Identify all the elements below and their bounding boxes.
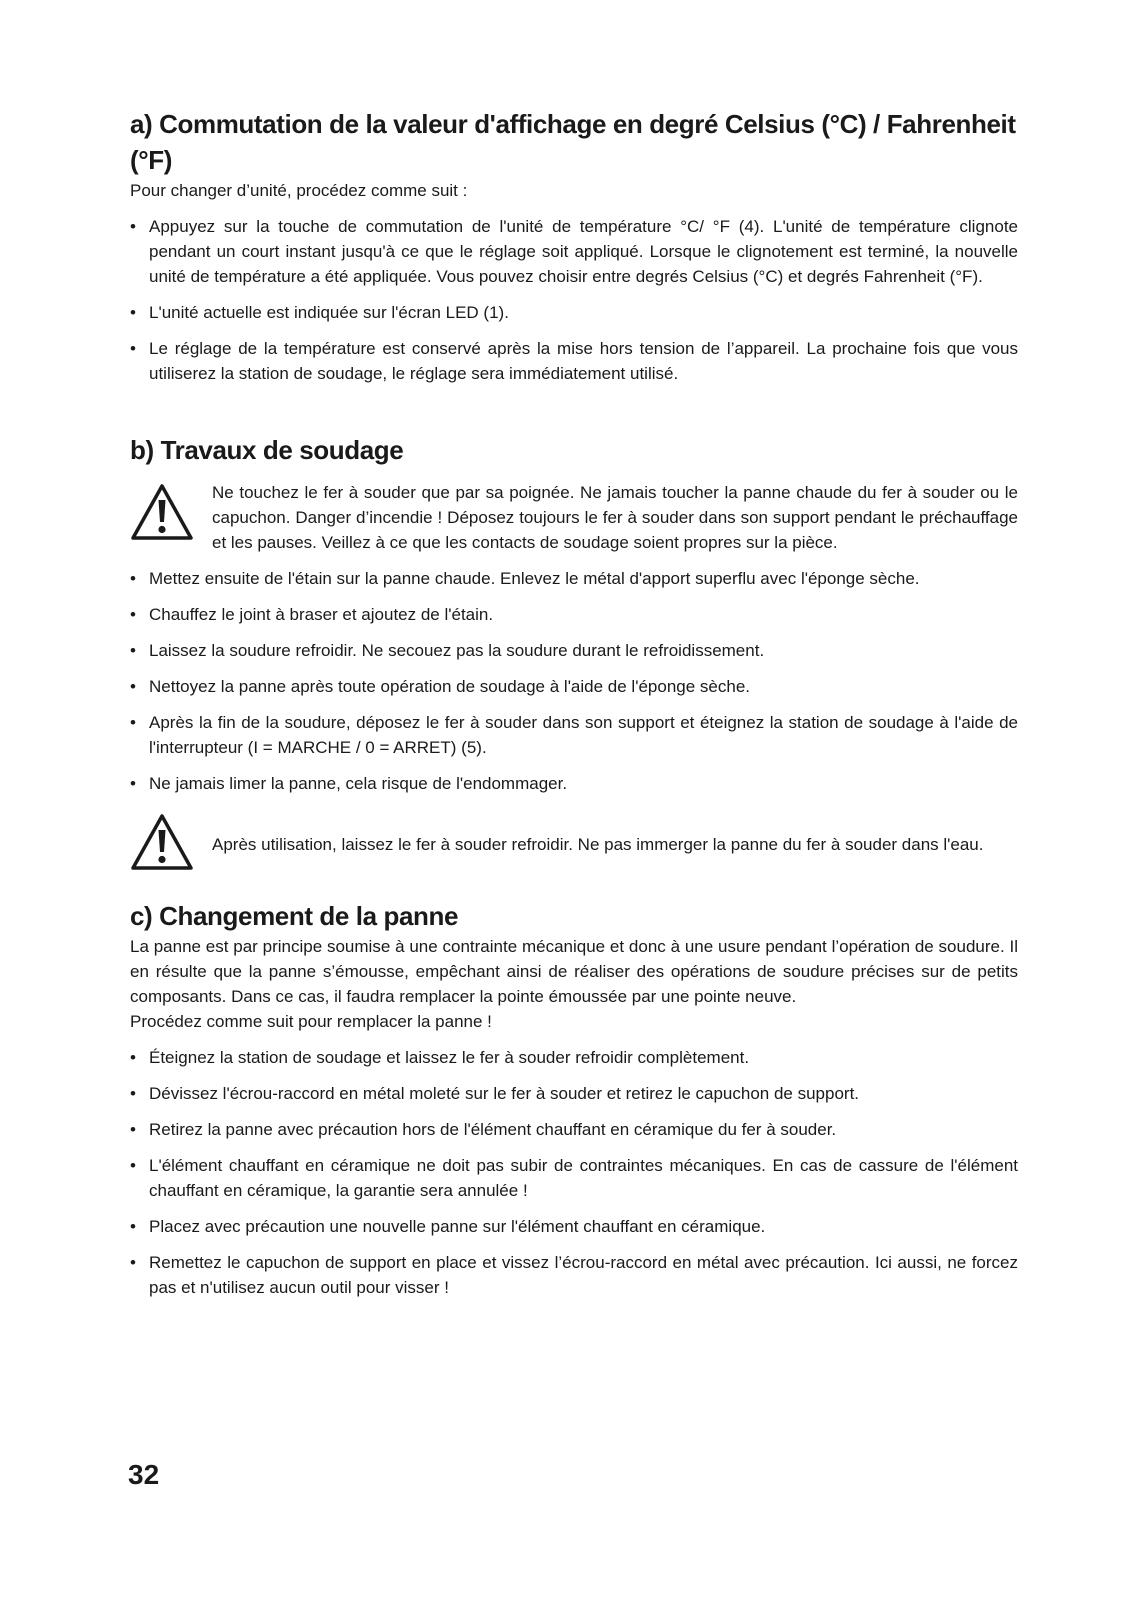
section-c-intro: Procédez comme suit pour remplacer la panne ! [130,1012,492,1031]
section-c-list [130,1045,1018,1300]
warning-text: Après utilisation, laissez le fer à souder refroidir. Ne pas immerger la panne du fer à souder dans l'eau. [212,834,984,854]
section-a-list [130,214,1018,386]
list-item: • Après la fin de la soudure, déposez le fer à souder dans son support et éteignez la station de soudage à l'aide de l'interrupteur (I = MARCHE / 0 = ARRET) (5). [130,710,1018,760]
list-item: • Le réglage de la température est conservé après la mise hors tension de l’appareil. La prochaine fois que vous utiliserez la station de soudage, le réglage sera immédiatement utilisé. [130,336,1018,386]
list-item: • Laissez la soudure refroidir. Ne secouez pas la soudure durant le refroidissement. [130,638,1018,663]
list-item: • Remettez le capuchon de support en place et vissez l’écrou-raccord en métal avec précaution. Ici aussi, ne forcez pas et n'utilisez aucun outil pour visser ! [130,1250,1018,1300]
list-item: • Placez avec précaution une nouvelle panne sur l'élément chauffant en céramique. [130,1214,1018,1239]
warning-triangle-icon [130,482,194,542]
list-item: • Nettoyez la panne après toute opération de soudage à l'aide de l'éponge sèche. [130,674,1018,699]
section-a-intro: Pour changer d’unité, procédez comme suit : [130,181,468,200]
list-item: • Éteignez la station de soudage et laissez le fer à souder refroidir complètement. [130,1045,1018,1070]
warning-triangle-icon [130,812,194,872]
section-c [130,898,1018,1300]
list-item: • Chauffez le joint à braser et ajoutez de l'étain. [130,602,1018,627]
list-item: • Ne jamais limer la panne, cela risque de l'endommager. [130,771,1018,796]
list-item: • L'élément chauffant en céramique ne doit pas subir de contraintes mécaniques. En cas de cassure de l'élément chauffant en céramique, la garantie sera annulée ! [130,1153,1018,1203]
list-item: • Mettez ensuite de l'étain sur la panne chaude. Enlevez le métal d'apport superflu avec l'éponge sèche. [130,566,1018,591]
warning-notice [130,480,1018,555]
section-a [130,106,1018,386]
section-b [130,432,1018,876]
list-item: • Appuyez sur la touche de commutation de l'unité de température °C/ °F (4). L'unité de température clignote pendant un court instant jusqu'à ce que le réglage soit appliqué. Lorsque le clignotement est terminé, la nouvelle unité de température a été appliquée. Vous pouvez choisir entre degrés Celsius (°C) et degrés Fahrenheit (°F). [130,214,1018,289]
section-c-paragraph: La panne est par principe soumise à une contrainte mécanique et donc à une usure pendant l’opération de soudure. Il en résulte que la panne s’émousse, empêchant ainsi de réaliser des opérations de soudure précises sur de petits composants. Dans ce cas, il faudra remplacer la pointe émoussée par une pointe neuve. [130,937,1018,1006]
section-b-heading: b) Travaux de soudage [130,435,404,465]
warning-notice [130,812,1018,876]
section-c-heading: c) Changement de la panne [130,901,459,931]
page-number: 32 [128,1459,160,1490]
list-item: • L'unité actuelle est indiquée sur l'écran LED (1). [130,300,1018,325]
page-content [130,106,1018,1300]
section-a-heading: a) Commutation de la valeur d'affichage en degré Celsius (°C) / Fahrenheit (°F) [130,109,1016,175]
section-b-list [130,566,1018,796]
list-item: • Dévissez l'écrou-raccord en métal moleté sur le fer à souder et retirez le capuchon de support. [130,1081,1018,1106]
list-item: • Retirez la panne avec précaution hors de l'élément chauffant en céramique du fer à souder. [130,1117,1018,1142]
warning-text: Ne touchez le fer à souder que par sa poignée. Ne jamais toucher la panne chaude du fer à souder ou le capuchon. Danger d’incendie ! Déposez toujours le fer à souder dans son support pendant le préchauffage et les pauses. Veillez à ce que les contacts de soudage soient propres sur la pièce. [212,483,1018,552]
